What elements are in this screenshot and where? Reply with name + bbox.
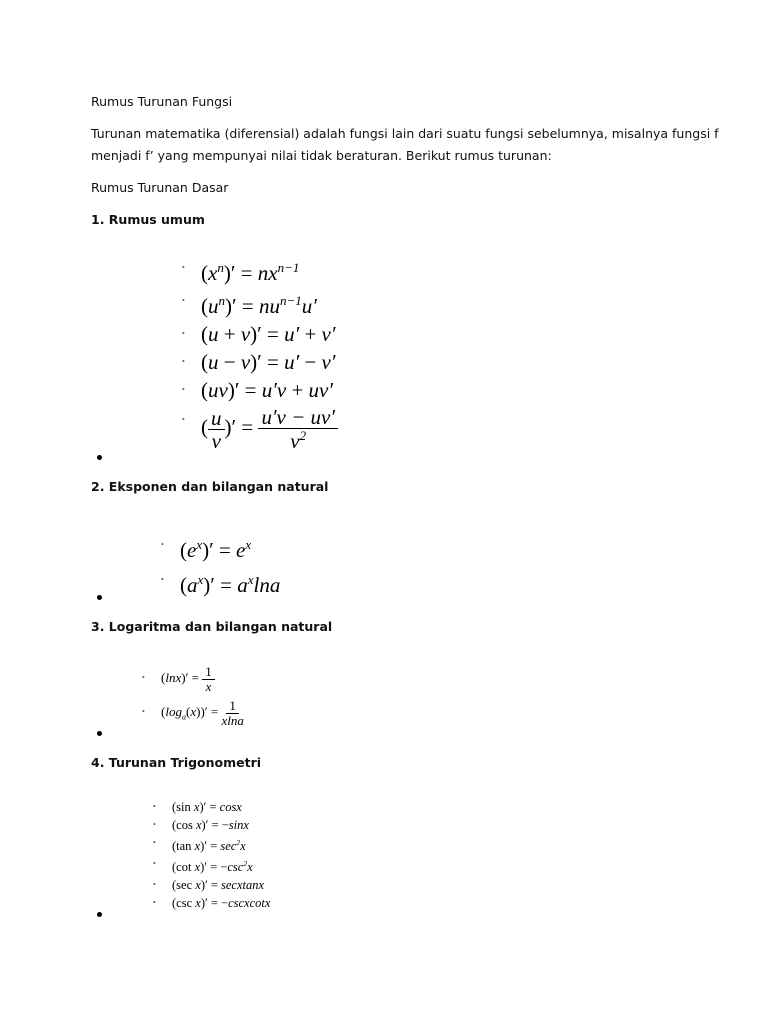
document-title: Rumus Turunan Fungsi xyxy=(91,94,233,109)
intro-line-1: Turunan matematika (diferensial) adalah fungsi lain dari suatu fungsi sebelumnya, misalnya fungsi f xyxy=(91,126,719,141)
formula-trig-2: • (cos x)′ = −sinx xyxy=(153,818,249,832)
empty-bullet-icon xyxy=(97,731,102,736)
section-heading-general: 1. Rumus umum xyxy=(91,212,205,227)
formula-trig-6: • (csc x)′ = −cscxcotx xyxy=(153,896,271,911)
bullet-icon: • xyxy=(153,820,156,829)
formula-general-1: • $(x^n)' = nx^{n-1}$ xyxy=(201,254,338,287)
bullet-icon: • xyxy=(182,263,185,272)
formula-list-trig xyxy=(153,798,271,912)
formula-trig-5: • (sec x)′ = secxtanx xyxy=(153,878,265,893)
bullet-icon: • xyxy=(161,575,164,584)
fraction: $\frac{1}{xlna}$ xyxy=(221,698,244,728)
formula-trig-1: • (sin x)′ = cosx xyxy=(153,800,242,814)
subtitle: Rumus Turunan Dasar xyxy=(91,180,229,195)
bullet-icon: • xyxy=(153,838,156,847)
bullet-icon: • xyxy=(182,415,185,424)
formula-trig-4: • (cot $x)' = -\csc^2x$ xyxy=(172,855,270,876)
bullet-icon: • xyxy=(182,329,185,338)
formula-log-2: • $(\log_a(x))'$ = $\frac{1}{xlna}$ xyxy=(142,698,244,728)
bullet-icon: • xyxy=(142,673,145,682)
section-heading-trig: 4. Turunan Trigonometri xyxy=(91,755,262,770)
formula-trig-3: • (tan $x)' = \sec^2x$ xyxy=(172,834,270,855)
section-heading-logarithm: 3. Logaritma dan bilangan natural xyxy=(91,619,333,634)
bullet-icon: • xyxy=(182,357,185,366)
formula-log-1: • (lnx)′ = $\frac{1}{x}$ xyxy=(161,663,244,693)
formula-list-general xyxy=(182,254,338,454)
formula-general-4: • (u − v)′ = u′ − v′ xyxy=(182,350,336,374)
formula-exponent-1: • $(e^x)' = e^x$ xyxy=(180,530,280,565)
formula-exponent-2: • $(a^x)' = a^x\ln a$ xyxy=(180,565,280,600)
intro-line-2: menjadi f’ yang mempunyai nilai tidak beraturan. Berikut rumus turunan: xyxy=(91,148,552,163)
bullet-icon: • xyxy=(142,707,145,717)
bullet-icon: • xyxy=(153,898,156,908)
empty-bullet-icon xyxy=(97,912,102,917)
formula-general-5: • (uv)′ = u′v + uv′ xyxy=(182,378,333,402)
formula-general-6: • ( $\frac{u}{v}$ )′ = $\frac{u'v - uv'}{v^2}$ xyxy=(201,406,338,452)
formula-list-exponent xyxy=(161,530,281,600)
fraction: $\frac{1}{x}$ xyxy=(202,665,215,693)
bullet-icon: • xyxy=(182,385,185,394)
fraction: $\frac{u'v - uv'}{v^2}$ xyxy=(258,406,338,452)
bullet-icon: • xyxy=(182,296,185,305)
bullet-icon: • xyxy=(153,880,156,890)
section-heading-exponent: 2. Eksponen dan bilangan natural xyxy=(91,479,329,494)
bullet-icon: • xyxy=(153,802,156,811)
bullet-icon: • xyxy=(153,859,156,869)
empty-bullet-icon xyxy=(97,455,102,460)
fraction: $\frac{u}{v}$ xyxy=(208,407,225,452)
empty-bullet-icon xyxy=(97,595,102,600)
formula-general-3: • (u + v)′ = u′ + v′ xyxy=(182,322,336,346)
formula-list-logarithm xyxy=(142,663,244,733)
bullet-icon: • xyxy=(161,540,164,549)
formula-general-2: • $(u^n)' = nu^{n-1}u'$ xyxy=(201,287,338,320)
